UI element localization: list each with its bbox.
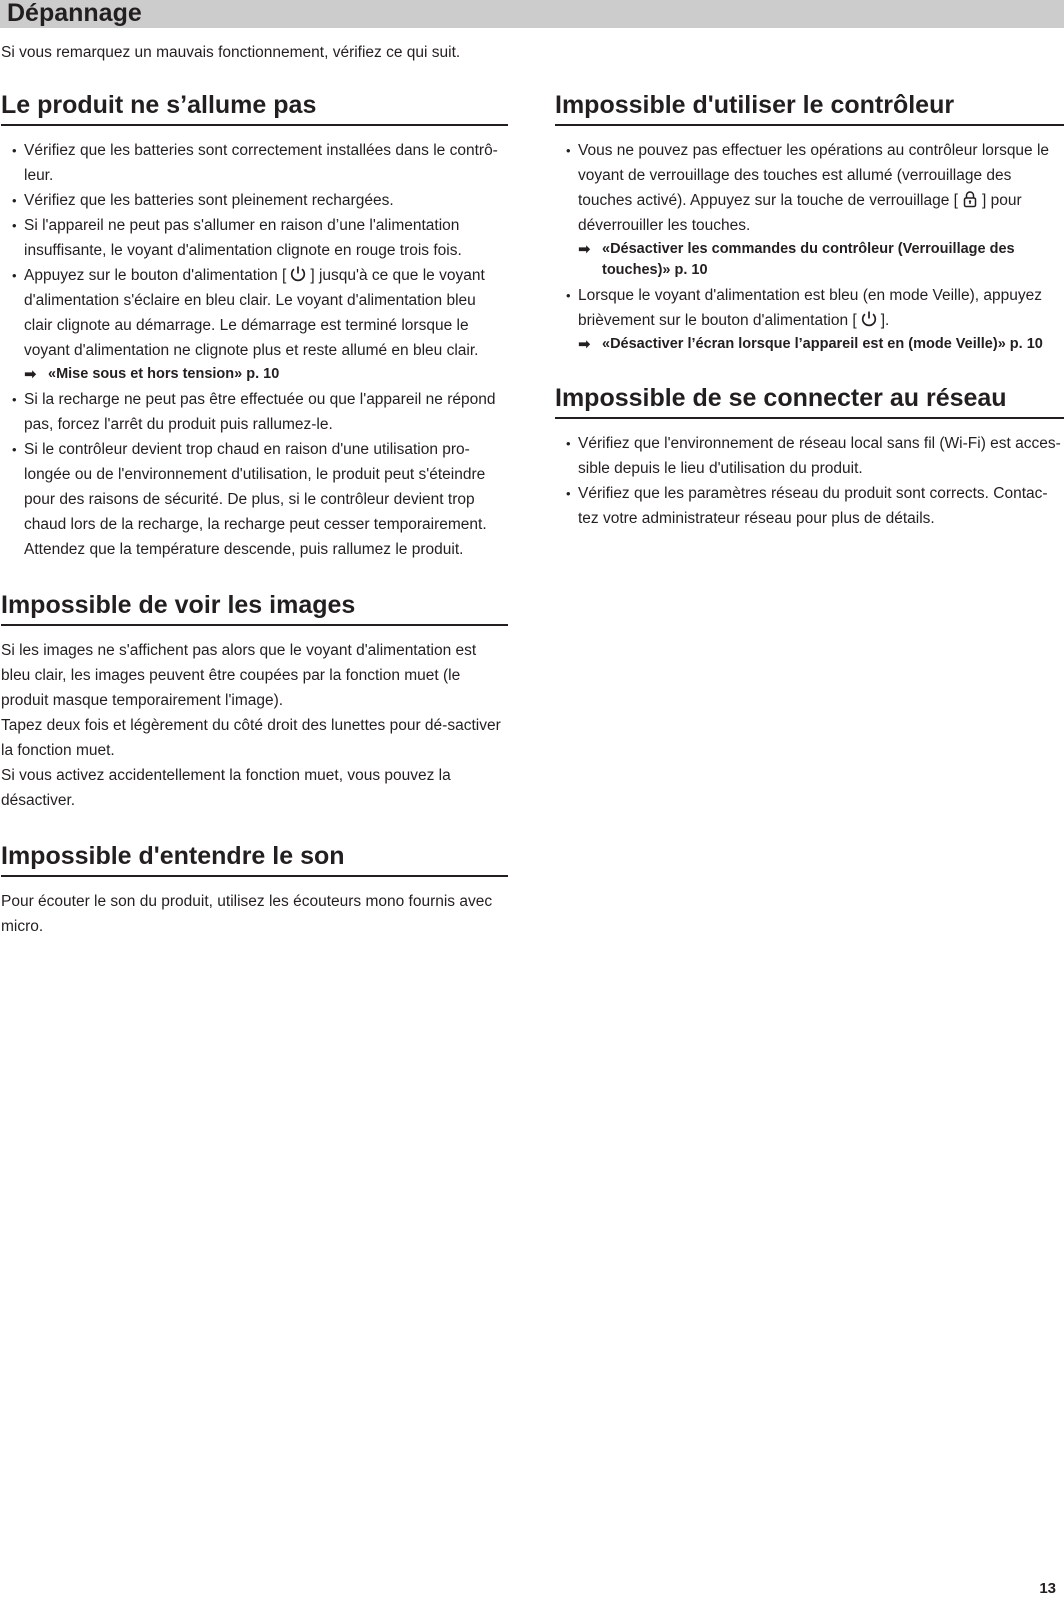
section-title: Le produit ne s’allume pas (1, 88, 508, 126)
bullet-icon: • (566, 288, 571, 303)
bullet-list (1, 138, 508, 562)
list-item-text: Vérifiez que l'environnement de réseau local sans fil (Wi-Fi) est acces-sible depuis le lieu d'utilisation du produit. (578, 435, 1061, 477)
bullet-icon: • (566, 436, 571, 451)
bullet-icon: • (12, 268, 17, 283)
bullet-icon: • (12, 392, 17, 407)
section-images (1, 588, 508, 813)
section-controller (555, 88, 1064, 355)
arrow-right-icon: ➡ (24, 366, 37, 383)
power-icon (860, 310, 878, 328)
bullet-icon: • (12, 143, 17, 158)
list-item-text: Vous ne pouvez pas effectuer les opérations au contrôleur lorsque le voyant de verrouillage des touches est allumé (verrouillage des touches activé). Appuyez sur la touche de verrouillage [ (578, 142, 1050, 209)
list-item-text: Vérifiez que les batteries sont correctement installées dans le contrô-leur. (24, 142, 498, 184)
list-item-text: Si le contrôleur devient trop chaud en raison d'une utilisation pro-longée ou de l'environnement d'utilisation, le produit peut s'éteindre pour des raisons de sécurité. De plus, si le contrôleur devient trop chaud lors de la recharge, la recharge peut cesser temporairement. Attendez que la température descende, puis rallumez le produit. (24, 441, 487, 558)
bullet-list (555, 431, 1064, 531)
power-icon (289, 265, 307, 283)
list-item-text: ]. (880, 312, 890, 329)
bullet-icon: • (566, 486, 571, 501)
cross-reference-link[interactable]: ➡ «Désactiver l’écran lorsque l’appareil est en (mode Veille)» p. 10 (578, 336, 1043, 353)
list-item (555, 138, 1064, 281)
right-column (555, 88, 1064, 557)
list-item-text: ] pour déverrouiller les touches. (578, 192, 1022, 234)
arrow-right-icon: ➡ (578, 336, 591, 353)
paragraph: Si les images ne s'affichent pas alors que le voyant d'alimentation est bleu clair, les images peuvent être coupées par la fonction muet (le produit masque temporairement l'image). (1, 642, 477, 709)
paragraph: Tapez deux fois et légèrement du côté droit des lunettes pour dé-sactiver la fonction muet. (1, 717, 501, 759)
arrow-right-icon: ➡ (578, 241, 591, 258)
section-title: Impossible de se connecter au réseau (555, 381, 1064, 419)
list-item (1, 437, 508, 562)
section-network (555, 381, 1064, 531)
list-item (1, 188, 508, 213)
list-item (1, 213, 508, 263)
list-item-text: ] jusqu'à ce que le voyant d'alimentation s'éclaire en bleu clair. Le voyant d'alimentation bleu clair clignote au démarrage. Le démarrage est terminé lorsque le voyant d'alimentation ne clignote plus et reste allumé en bleu clair. (24, 267, 485, 359)
list-item-text: Lorsque le voyant d'alimentation est bleu (en mode Veille), appuyez brièvement sur le bouton d'alimentation [ (578, 287, 1042, 329)
cross-reference-link[interactable]: ➡ «Mise sous et hors tension» p. 10 (24, 366, 280, 383)
list-item-text: Vérifiez que les paramètres réseau du produit sont corrects. Contac-tez votre administrateur réseau pour plus de détails. (578, 485, 1048, 527)
page-number: 13 (1039, 1580, 1056, 1597)
list-item (555, 481, 1064, 531)
cross-reference-link[interactable]: ➡ «Désactiver les commandes du contrôleur (Verrouillage des touches)» p. 10 (578, 241, 1015, 278)
section-power (1, 88, 508, 562)
page-title: Dépannage (7, 0, 142, 27)
bullet-icon: • (12, 218, 17, 233)
bullet-icon: • (12, 193, 17, 208)
list-item (1, 263, 508, 385)
bullet-icon: • (566, 143, 571, 158)
list-item (1, 387, 508, 437)
lock-icon (961, 190, 979, 208)
section-title: Impossible d'utiliser le contrôleur (555, 88, 1064, 126)
title-bar (0, 0, 1064, 28)
section-title: Impossible de voir les images (1, 588, 508, 626)
list-item (555, 431, 1064, 481)
list-item-text: Appuyez sur le bouton d'alimentation [ (24, 267, 287, 284)
left-column (1, 88, 508, 965)
list-item-text: Vérifiez que les batteries sont pleinement rechargées. (24, 192, 394, 209)
list-item (1, 138, 508, 188)
paragraph: Si vous activez accidentellement la fonction muet, vous pouvez la désactiver. (1, 767, 451, 809)
list-item (555, 283, 1064, 355)
list-item-text: Si l'appareil ne peut pas s'allumer en raison d’une l'alimentation insuffisante, le voyant d'alimentation clignote en rouge trois fois. (24, 217, 462, 259)
list-item-text: Si la recharge ne peut pas être effectuée ou que l'appareil ne répond pas, forcez l'arrêt du produit puis rallumez-le. (24, 391, 496, 433)
intro-text: Si vous remarquez un mauvais fonctionnement, vérifiez ce qui suit. (1, 44, 461, 61)
paragraph: Pour écouter le son du produit, utilisez les écouteurs mono fournis avec micro. (1, 893, 493, 935)
bullet-list (555, 138, 1064, 355)
section-sound (1, 839, 508, 939)
bullet-icon: • (12, 442, 17, 457)
section-title: Impossible d'entendre le son (1, 839, 508, 877)
